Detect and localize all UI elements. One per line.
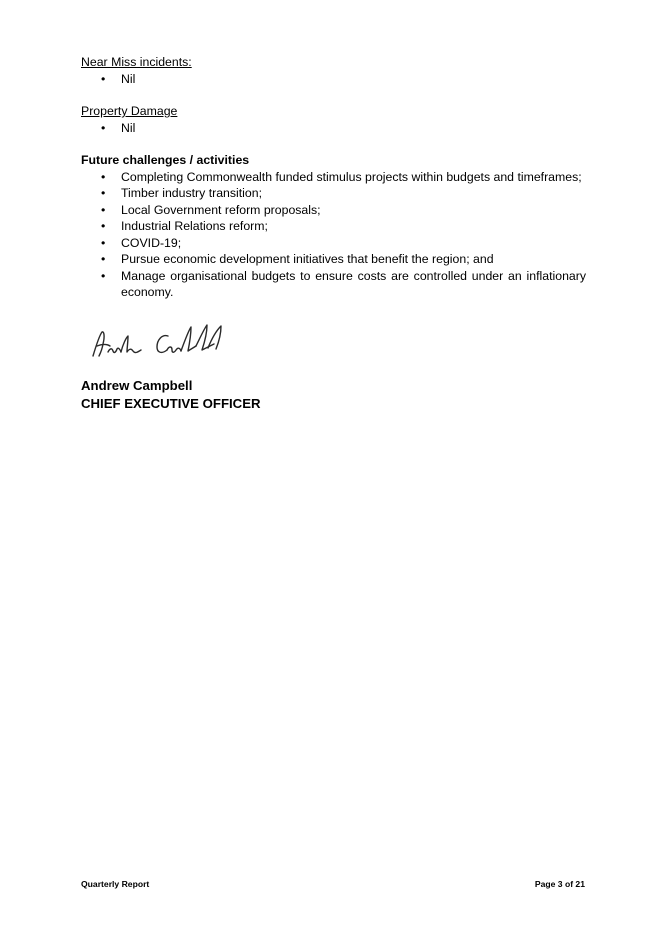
report-content: [81, 54, 586, 301]
future-challenges-list: [81, 169, 586, 301]
list-item: • Timber industry transition;: [101, 186, 263, 200]
footer-report-title: Quarterly Report: [81, 879, 150, 889]
handwritten-signature-icon: [90, 322, 230, 362]
property-damage-section: [81, 103, 586, 136]
near-miss-heading: Near Miss incidents:: [81, 55, 192, 69]
property-damage-list: [81, 120, 586, 137]
signatory-title: CHIEF EXECUTIVE OFFICER: [81, 396, 261, 411]
bullet: •: [101, 235, 106, 250]
near-miss-list: [81, 71, 586, 88]
bullet: •: [101, 219, 106, 233]
bullet: •: [101, 169, 106, 184]
bullet: •: [101, 268, 106, 283]
list-item: • Nil: [101, 71, 136, 86]
list-item: • Completing Commonwealth funded stimulus projects within budgets and timeframes;: [101, 169, 582, 184]
list-item: • Pursue economic development initiatives that benefit the region; and: [101, 252, 494, 266]
list-item: • Local Government reform proposals;: [101, 202, 321, 217]
bullet: •: [101, 252, 106, 266]
bullet: •: [101, 186, 106, 200]
footer-page-number: Page 3 of 21: [534, 879, 585, 889]
bullet: •: [101, 71, 106, 86]
bullet: •: [101, 202, 106, 217]
property-damage-heading: Property Damage: [81, 104, 178, 118]
near-miss-section: [81, 54, 586, 87]
list-item: • Industrial Relations reform;: [101, 219, 268, 233]
signatory-block: [81, 377, 261, 413]
future-challenges-heading: Future challenges / activities: [81, 153, 250, 167]
future-challenges-section: [81, 152, 586, 301]
list-item: • Manage organisational budgets to ensure costs are controlled under an inflationary economy.: [101, 268, 586, 299]
signatory-name: Andrew Campbell: [81, 378, 193, 393]
list-item: • COVID-19;: [101, 235, 182, 250]
list-item: • Nil: [101, 120, 136, 135]
bullet: •: [101, 120, 106, 135]
